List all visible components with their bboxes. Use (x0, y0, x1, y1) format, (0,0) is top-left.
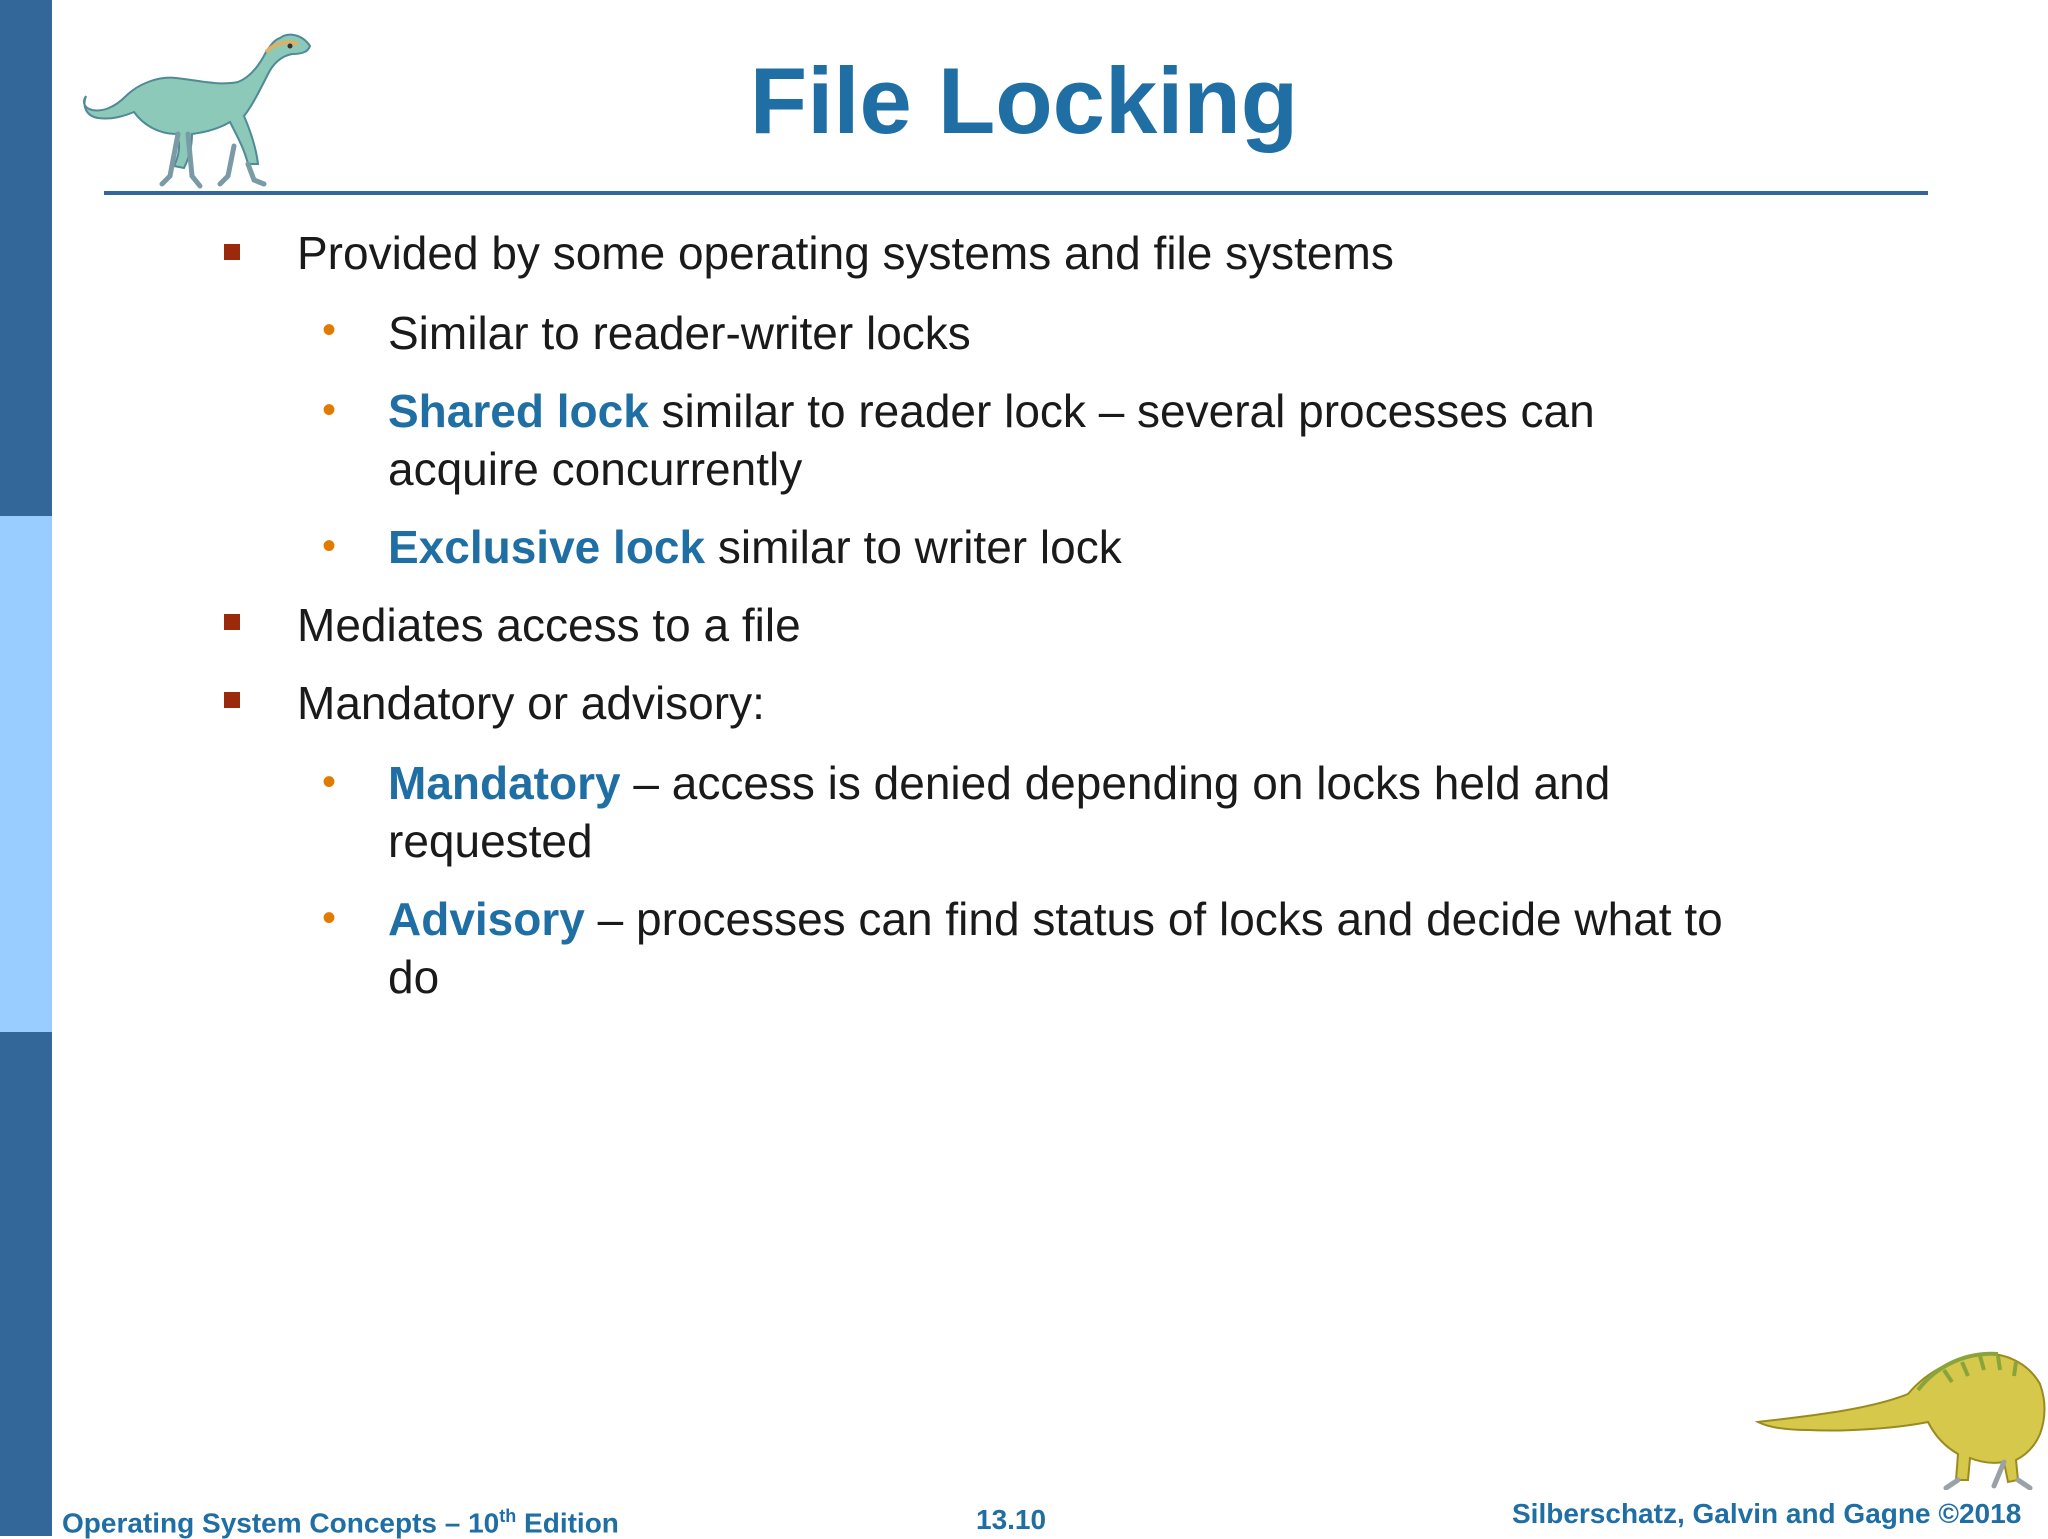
term-shared-lock: Shared lock (388, 385, 649, 437)
slide-title: File Locking (749, 48, 1299, 153)
title-divider (104, 191, 1928, 195)
footer-book-title-prefix: Operating System Concepts – 10 (62, 1507, 500, 1539)
bullet-item-level2 (388, 518, 1858, 576)
footer-book-title-suffix: Edition (516, 1507, 619, 1539)
round-bullet: • (322, 524, 337, 568)
left-sidebar (0, 0, 52, 1536)
bullet-text-continued: requested (388, 815, 593, 867)
bullet-item-level1: Mediates access to a file (297, 599, 801, 651)
bullet-item-level2 (388, 382, 1858, 498)
bullet-item-level2: Similar to reader-writer locks (388, 307, 971, 359)
dinosaur-icon (1748, 1330, 2048, 1490)
round-bullet: • (322, 308, 337, 352)
bullet-item-level2 (388, 890, 1858, 1006)
square-bullet (224, 692, 240, 708)
sidebar-segment-dark-bottom (0, 1032, 52, 1536)
bullet-text: – access is denied depending on locks held and (620, 757, 1611, 809)
bullet-text-continued: acquire concurrently (388, 443, 803, 495)
term-mandatory: Mandatory (388, 757, 621, 809)
bullet-item-level2 (388, 754, 1858, 870)
square-bullet (224, 244, 240, 260)
bullet-text: similar to writer lock (705, 521, 1122, 573)
footer-authors: Silberschatz, Galvin and Gagne ©2018 (1512, 1498, 2022, 1529)
sidebar-segment-light (0, 516, 52, 1032)
bullet-item-level1: Mandatory or advisory: (297, 677, 765, 729)
bullet-item-level1: Provided by some operating systems and file systems (297, 227, 1394, 279)
round-bullet: • (322, 388, 337, 432)
bullet-text: similar to reader lock – several processes can (648, 385, 1595, 437)
round-bullet: • (322, 760, 337, 804)
square-bullet (224, 614, 240, 630)
bullet-text-continued: do (388, 951, 440, 1003)
footer-edition-superscript: th (499, 1506, 517, 1526)
round-bullet: • (322, 896, 337, 940)
term-advisory: Advisory (388, 893, 585, 945)
bullet-text: – processes can find status of locks and decide what to (584, 893, 1723, 945)
slide-number: 13.10 (976, 1504, 1047, 1535)
term-exclusive-lock: Exclusive lock (388, 521, 706, 573)
footer-book-title (62, 1506, 619, 1539)
